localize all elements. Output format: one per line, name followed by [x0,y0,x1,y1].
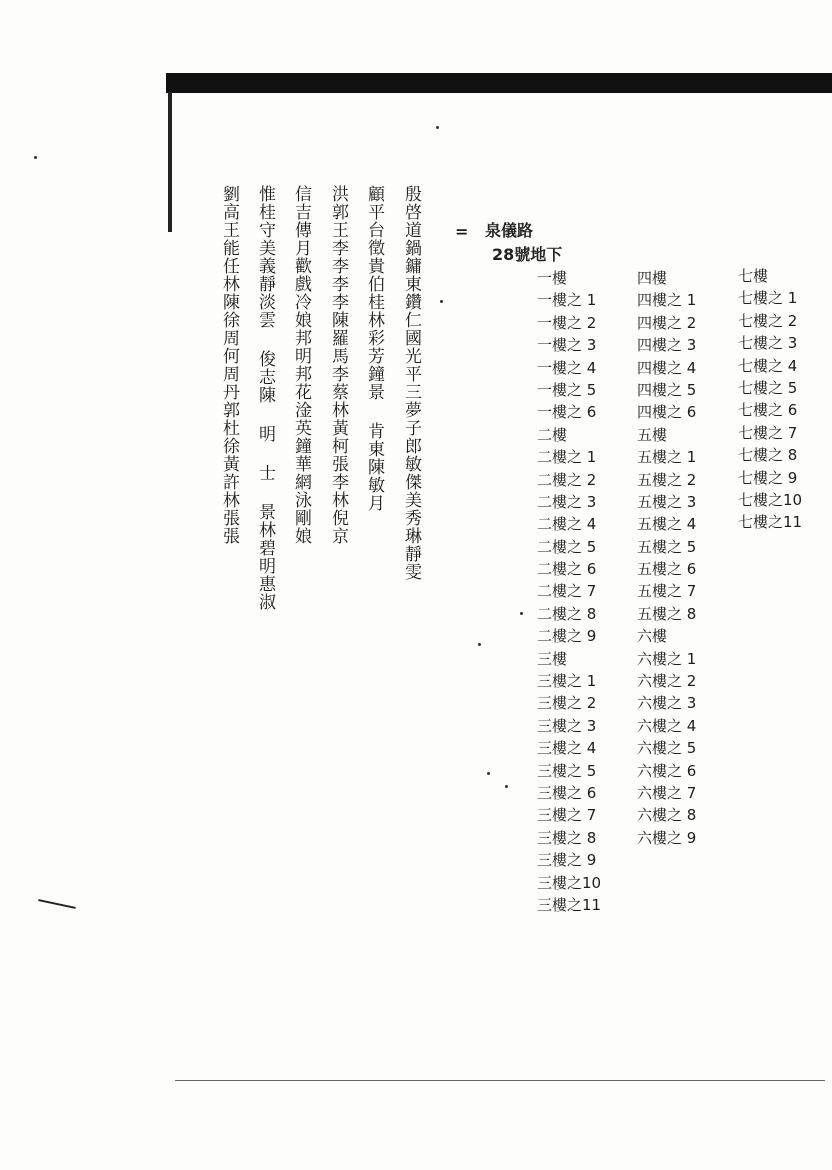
floor-item: 七樓之 3 [738,334,798,353]
floor-item: 一樓之 2 [537,313,597,332]
floor-item: 五樓之 6 [637,560,697,579]
floor-column-2 [637,267,696,849]
floor-item: 三樓之11 [537,895,602,914]
floor-item: 四樓之 4 [637,358,697,377]
names-column-5: 惟桂守美義靜淡雲 俊志陳 明 士 景林碧明惠淑 [255,185,275,611]
floor-item: 五樓之 1 [637,448,697,467]
floor-item: 七樓之 1 [738,289,798,308]
floor-item: 五樓之 8 [637,604,697,623]
scan-bottom-line [175,1080,825,1081]
floor-item: 六樓之 7 [637,783,697,802]
floor-item: 三樓之 6 [537,783,597,802]
scan-speck [478,643,481,646]
floor-item: 二樓之 8 [537,604,597,623]
floor-item: 二樓之 5 [537,537,597,556]
floor-item: 二樓 [537,425,568,444]
floor-item: 三樓之 1 [537,672,597,691]
floor-item: 一樓之 5 [537,380,597,399]
floor-item: 二樓之 7 [537,582,597,601]
scan-streak [38,899,76,909]
floor-item: 三樓之 9 [537,851,597,870]
names-column-6: 劉高王能任林陳徐周何周丹郭杜徐黃許林張張 [219,185,239,545]
floor-item: 七樓之11 [738,513,803,532]
floor-item: 二樓之 2 [537,470,597,489]
scan-top-border [166,73,832,93]
floor-item: 六樓之 2 [637,672,697,691]
floor-item: 一樓之 4 [537,358,597,377]
floor-item: 七樓之 6 [738,401,798,420]
floor-item: 六樓之 4 [637,716,697,735]
floor-item: 一樓 [537,269,568,287]
scan-speck [34,156,37,159]
floor-item: 三樓之 8 [537,828,597,847]
floor-item: 二樓之 4 [537,515,597,534]
scan-speck [505,785,508,788]
floor-item: 五樓之 5 [637,537,697,556]
floor-item: 六樓之 1 [637,649,697,668]
floor-item: 七樓之 9 [738,468,798,487]
floor-item: 五樓之 4 [637,515,697,534]
floor-item: 三樓之 7 [537,806,597,825]
floor-item: 一樓之 1 [537,291,597,310]
floor-item: 一樓之 6 [537,403,597,422]
floor-item: 五樓之 3 [637,492,697,511]
floor-item: 六樓之 8 [637,806,697,825]
scan-left-edge [168,92,172,232]
floor-item: 七樓之 2 [738,311,798,330]
floor-column-1 [537,267,601,916]
heading-dash: = [455,222,469,241]
floor-item: 二樓之 3 [537,492,597,511]
floor-item: 七樓之 4 [738,356,798,375]
scan-speck [487,772,490,775]
floor-item: 三樓 [537,649,568,668]
floor-item: 四樓 [637,269,668,287]
floor-item: 七樓 [738,267,769,285]
floor-column-3 [738,265,802,534]
floor-item: 三樓之10 [537,873,602,892]
floor-item: 三樓之 5 [537,761,597,780]
names-column-2: 顧平台徵貴伯桂林彩芳鐘景 肯東陳敏月 [364,185,384,512]
floor-item: 二樓之 1 [537,448,597,467]
names-column-3: 洪郭王李李李李陳羅馬李蔡林黃柯張李林倪京 [328,185,348,545]
floor-item: 五樓之 2 [637,470,697,489]
floor-item: 四樓之 5 [637,380,697,399]
floor-item: 七樓之 8 [738,446,798,465]
floor-item: 五樓之 7 [637,582,697,601]
floor-item: 七樓之 7 [738,423,798,442]
floor-item: 七樓之 5 [738,378,798,397]
names-column-1: 殷啓道鍋鏞東鑽仁國光平三夢子郎敏傑美秀琳靜雯 [401,185,421,581]
floor-item: 三樓之 3 [537,716,597,735]
street-name: 泉儀路 [485,221,534,240]
floor-item: 六樓之 5 [637,739,697,758]
address-number: 28號地下 [492,245,563,264]
floor-item: 五樓 [637,425,668,444]
scan-speck [440,300,443,303]
floor-item: 六樓之 6 [637,761,697,780]
floor-item: 六樓之 3 [637,694,697,713]
scan-speck [436,126,439,129]
floor-item: 四樓之 1 [637,291,697,310]
floor-item: 四樓之 3 [637,336,697,355]
floor-item: 七樓之10 [738,490,803,509]
floor-item: 一樓之 3 [537,336,597,355]
floor-item: 四樓之 6 [637,403,697,422]
names-column-4: 信吉傳月歡戲冷娘邦明邦花淦英鐘華網泳剛娘 [291,185,311,545]
floor-item: 二樓之 9 [537,627,597,646]
scan-speck [520,612,523,615]
floor-item: 二樓之 6 [537,560,597,579]
floor-item: 六樓 [637,627,668,646]
floor-item: 三樓之 4 [537,739,597,758]
floor-item: 六樓之 9 [637,828,697,847]
floor-item: 三樓之 2 [537,694,597,713]
floor-item: 四樓之 2 [637,313,697,332]
